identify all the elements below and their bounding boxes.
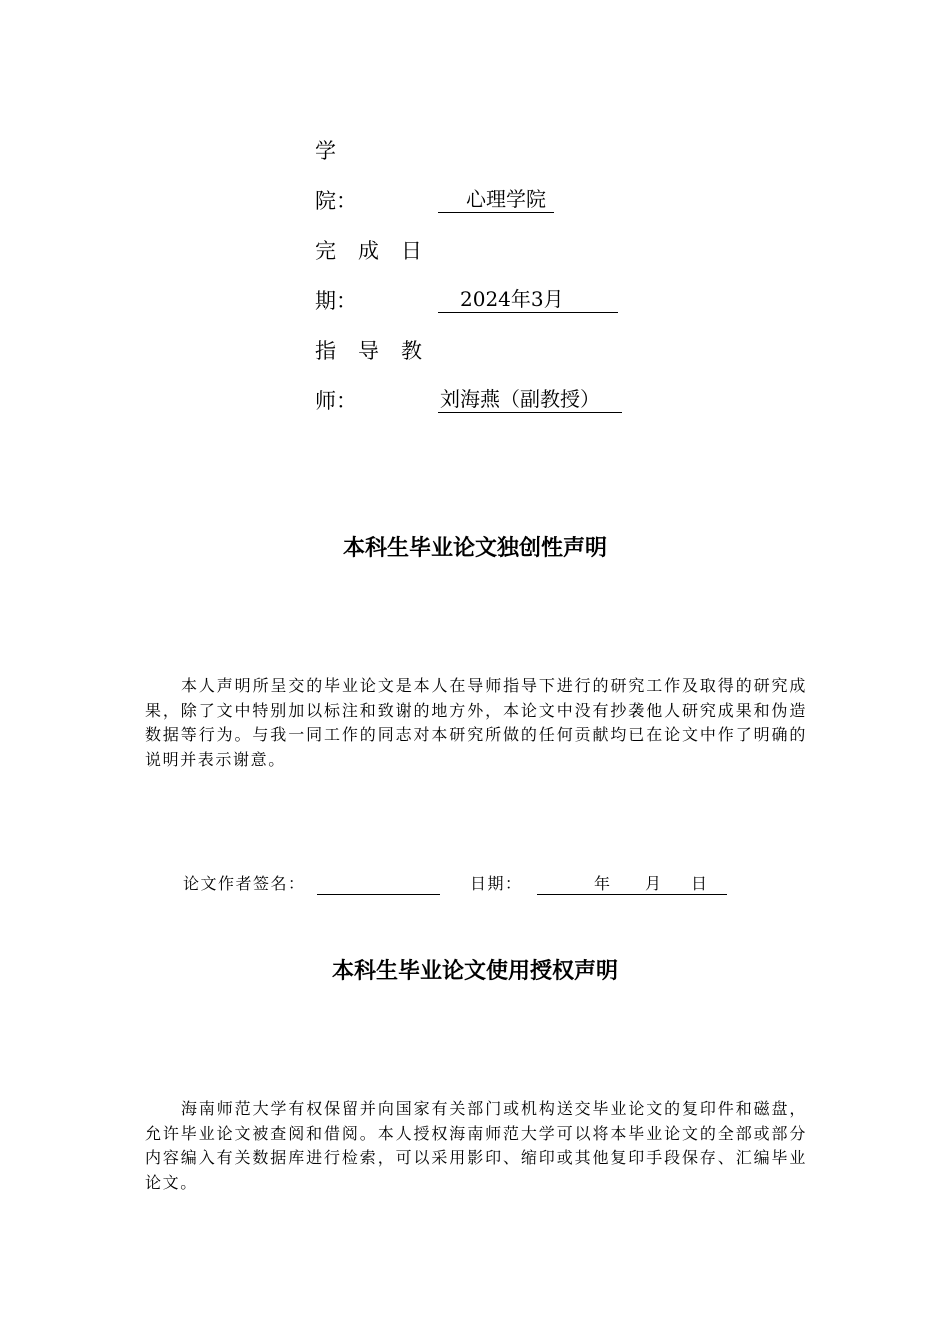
advisor-label-line1: 指导教 — [315, 339, 444, 363]
signature-date-label: 日期： — [470, 874, 523, 893]
advisor-label-line2: 师： — [315, 389, 357, 413]
author-signature-blank — [317, 872, 440, 895]
signature-day: 日 — [691, 874, 709, 893]
date-label-line1: 完成日 — [315, 239, 444, 263]
college-value: 心理学院 — [438, 187, 554, 213]
authorization-title: 本科生毕业论文使用授权声明 — [331, 959, 618, 984]
signature-month: 月 — [645, 874, 663, 893]
date-label-line2: 期： — [315, 289, 357, 313]
author-signature-label: 论文作者签名： — [183, 874, 306, 893]
signature-year: 年 — [594, 874, 612, 893]
date-value: 2024年3月 — [438, 287, 618, 313]
college-label-line2: 院： — [315, 189, 357, 213]
advisor-value: 刘海燕（副教授） — [438, 387, 622, 413]
college-label-line1: 学 — [315, 139, 336, 163]
authorization-body: 海南师范大学有权保留并向国家有关部门或机构送交毕业论文的复印件和磁盘，允许毕业论文被查阅和借阅。本人授权海南师范大学可以将本毕业论文的全部或部分内容编入有关数据库进行检索，可以采用影印、缩印或其他复印手段保存、汇编毕业论文。 — [145, 1099, 807, 1192]
originality-body: 本人声明所呈交的毕业论文是本人在导师指导下进行的研究工作及取得的研究成果，除了文中特别加以标注和致谢的地方外，本论文中没有抄袭他人研究成果和伪造数据等行为。与我一同工作的同志对本研究所做的任何贡献均已在论文中作了明确的说明并表示谢意。 — [145, 676, 807, 769]
originality-title: 本科生毕业论文独创性声明 — [342, 536, 607, 561]
